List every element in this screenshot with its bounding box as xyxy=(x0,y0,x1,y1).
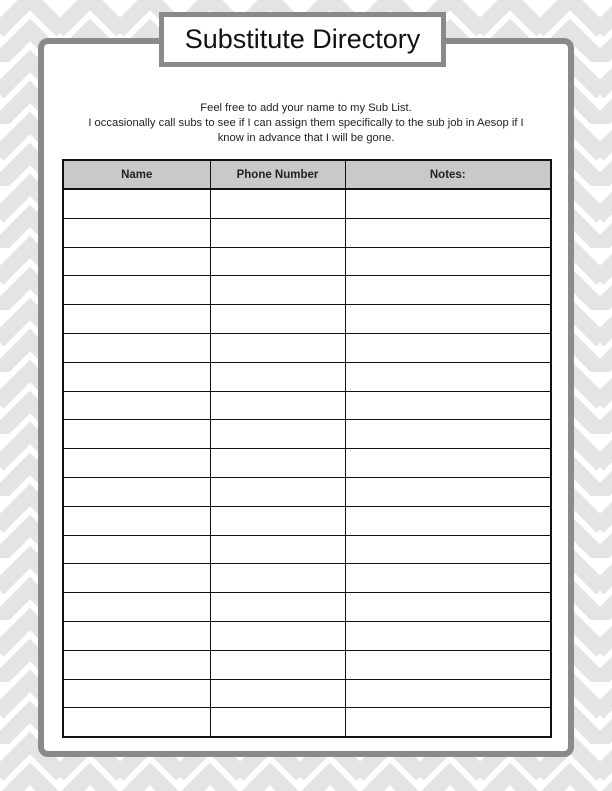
intro-line-1: Feel free to add your name to my Sub List. xyxy=(200,102,412,114)
name-cell[interactable] xyxy=(63,305,210,334)
name-cell[interactable] xyxy=(63,621,210,650)
table-row xyxy=(63,449,551,478)
name-cell[interactable] xyxy=(63,333,210,362)
column-header-notes: Notes: xyxy=(345,160,551,189)
table-row xyxy=(63,679,551,708)
table-row xyxy=(63,276,551,305)
name-cell[interactable] xyxy=(63,420,210,449)
notes-cell[interactable] xyxy=(345,305,551,334)
table-row xyxy=(63,420,551,449)
name-cell[interactable] xyxy=(63,477,210,506)
name-cell[interactable] xyxy=(63,449,210,478)
table-row xyxy=(63,593,551,622)
phone-cell[interactable] xyxy=(210,506,345,535)
phone-cell[interactable] xyxy=(210,305,345,334)
name-cell[interactable] xyxy=(63,391,210,420)
notes-cell[interactable] xyxy=(345,650,551,679)
name-cell[interactable] xyxy=(63,276,210,305)
table-row xyxy=(63,333,551,362)
phone-cell[interactable] xyxy=(210,650,345,679)
table-row xyxy=(63,621,551,650)
table-header-row xyxy=(63,160,551,189)
notes-cell[interactable] xyxy=(345,449,551,478)
name-cell[interactable] xyxy=(63,506,210,535)
notes-cell[interactable] xyxy=(345,276,551,305)
phone-cell[interactable] xyxy=(210,621,345,650)
phone-cell[interactable] xyxy=(210,218,345,247)
phone-cell[interactable] xyxy=(210,449,345,478)
intro-line-3: know in advance that I will be gone. xyxy=(217,132,395,144)
table-row xyxy=(63,218,551,247)
phone-cell[interactable] xyxy=(210,679,345,708)
table-row xyxy=(63,362,551,391)
phone-cell[interactable] xyxy=(210,333,345,362)
name-cell[interactable] xyxy=(63,535,210,564)
notes-cell[interactable] xyxy=(345,477,551,506)
notes-cell[interactable] xyxy=(345,679,551,708)
page-title: Substitute Directory xyxy=(184,24,421,54)
table-row xyxy=(63,247,551,276)
name-cell[interactable] xyxy=(63,650,210,679)
directory-table xyxy=(62,159,552,738)
table-body xyxy=(63,189,551,737)
name-cell[interactable] xyxy=(63,189,210,218)
name-cell[interactable] xyxy=(63,593,210,622)
notes-cell[interactable] xyxy=(345,420,551,449)
phone-cell[interactable] xyxy=(210,593,345,622)
table-row xyxy=(63,391,551,420)
phone-cell[interactable] xyxy=(210,708,345,737)
notes-cell[interactable] xyxy=(345,218,551,247)
name-cell[interactable] xyxy=(63,564,210,593)
notes-cell[interactable] xyxy=(345,362,551,391)
table-row xyxy=(63,708,551,737)
notes-cell[interactable] xyxy=(345,391,551,420)
phone-cell[interactable] xyxy=(210,477,345,506)
notes-cell[interactable] xyxy=(345,333,551,362)
table-row xyxy=(63,305,551,334)
notes-cell[interactable] xyxy=(345,564,551,593)
name-cell[interactable] xyxy=(63,708,210,737)
column-header-phone: Phone Number xyxy=(210,160,345,189)
notes-cell[interactable] xyxy=(345,189,551,218)
notes-cell[interactable] xyxy=(345,708,551,737)
table-row xyxy=(63,506,551,535)
phone-cell[interactable] xyxy=(210,535,345,564)
notes-cell[interactable] xyxy=(345,621,551,650)
table-row xyxy=(63,564,551,593)
phone-cell[interactable] xyxy=(210,564,345,593)
notes-cell[interactable] xyxy=(345,247,551,276)
name-cell[interactable] xyxy=(63,218,210,247)
phone-cell[interactable] xyxy=(210,276,345,305)
table-row xyxy=(63,189,551,218)
phone-cell[interactable] xyxy=(210,420,345,449)
notes-cell[interactable] xyxy=(345,593,551,622)
phone-cell[interactable] xyxy=(210,362,345,391)
table-row xyxy=(63,650,551,679)
name-cell[interactable] xyxy=(63,679,210,708)
table-row xyxy=(63,535,551,564)
name-cell[interactable] xyxy=(63,247,210,276)
intro-text xyxy=(62,101,550,146)
phone-cell[interactable] xyxy=(210,247,345,276)
notes-cell[interactable] xyxy=(345,535,551,564)
title-box xyxy=(159,12,446,67)
intro-line-2: I occasionally call subs to see if I can assign them specifically to the sub job in Aesop if I xyxy=(88,117,524,129)
table-row xyxy=(63,477,551,506)
phone-cell[interactable] xyxy=(210,189,345,218)
name-cell[interactable] xyxy=(63,362,210,391)
phone-cell[interactable] xyxy=(210,391,345,420)
notes-cell[interactable] xyxy=(345,506,551,535)
column-header-name: Name xyxy=(63,160,210,189)
